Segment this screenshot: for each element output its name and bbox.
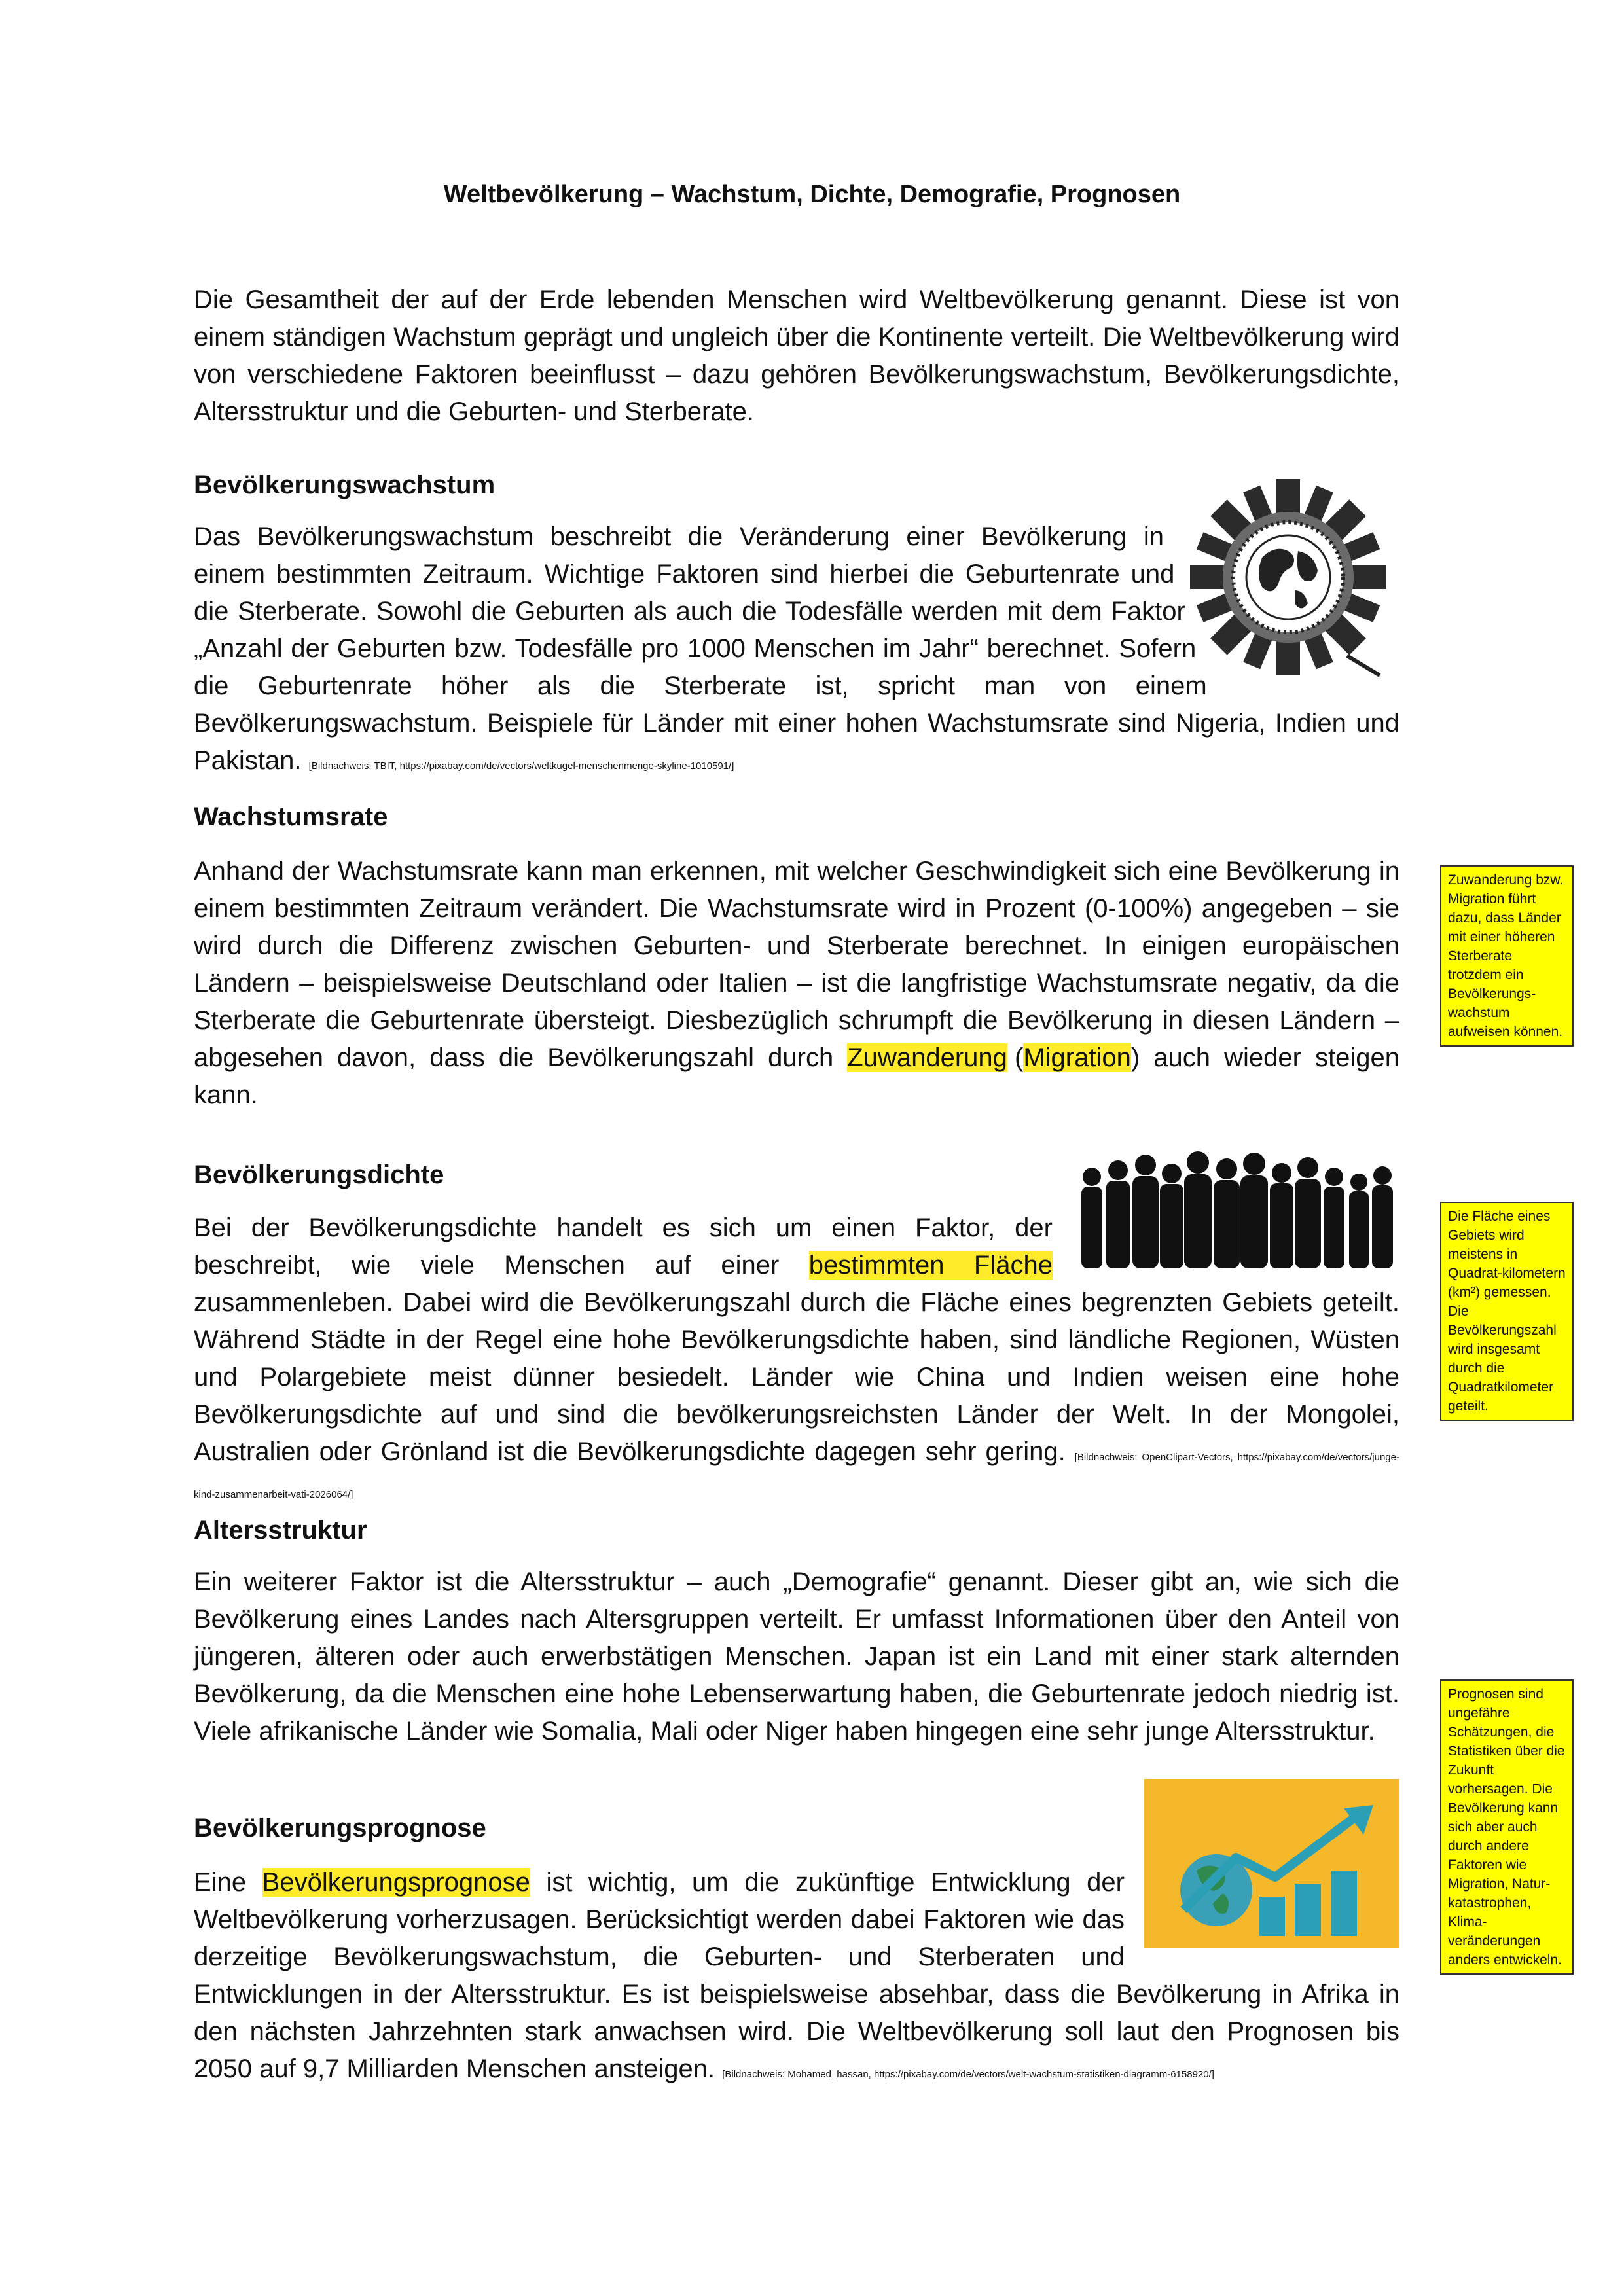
note-flaeche: Die Fläche eines Gebiets wird meistens in Quadrat-kilometern (km²) gemessen. Die Bevölkerungszahl wird insgesamt durch die Quadratkilometer geteilt. [1440, 1202, 1574, 1421]
heading-prognose: Bevölkerungsprognose [194, 1814, 486, 1842]
text-rate-paren: ( [1000, 1043, 1024, 1072]
heading-wachstum: Bevölkerungswachstum [194, 471, 496, 499]
heading-rate: Wachstumsrate [194, 802, 388, 831]
text-dichte-1: Bei der Bevölkerungsdichte handelt es sich um einen Faktor, der beschreibt, wie viele Menschen auf einer [194, 1213, 1053, 1280]
text-prognose-1: Eine [194, 1868, 247, 1897]
caption-dichte: [Bildnachweis: OpenClipart-Vectors, https://pixabay.com/de/vectors/junge-kind-zusammenarbeit-vati-2026064/] [194, 1452, 1399, 1500]
intro-section [194, 281, 1399, 431]
note-prognose: Prognosen sind ungefähre Schätzungen, die Statistiken über die Zukunft vorhersagen. Die Bevölkerung kann sich aber auch durch andere Faktoren wie Migration, Natur-katastrophen, Klima-veränderungen anders entwickeln. [1440, 1679, 1574, 1975]
text-prognose-2: ist wichtig, um die zukünftige Entwicklung der Weltbevölkerung vorherzusagen. Berücksichtigt werden dabei Faktoren wie das derzeitige Bevölkerungswachstum, die Geburten- und Sterberaten und Entwicklungen in der Altersstruktur. Es ist beispielsweise absehbar, dass die Bevölkerung in Afrika in den nächsten Jahrzehnten stark anwachsen wird. Die Weltbevölkerung soll laut den Prognosen bis 2050 auf 9,7 Milliarden Menschen ansteigen. [194, 1868, 1399, 2083]
highlight-flaeche: bestimmten Fläche [808, 1251, 1053, 1280]
growth-chart-figure [1144, 1779, 1399, 1948]
crowd-silhouette-icon [1072, 1151, 1399, 1268]
globe-crowd-figure [1183, 479, 1399, 682]
heading-alter: Altersstruktur [194, 1516, 367, 1545]
section-wachstum [194, 469, 1399, 780]
highlight-zuwanderung: Zuwanderung [847, 1043, 1007, 1072]
page-title: Weltbevölkerung – Wachstum, Dichte, Demografie, Prognosen [443, 181, 1181, 208]
text-dichte-2: zusammenleben. Dabei wird die Bevölkerungszahl durch die Fläche eines begrenzten Gebiets geteilt. Während Städte in der Regel eine hohe Bevölkerungsdichte haben, sind ländliche Regionen, Wüsten und Polargebiete meist dünner besiedelt. Länder wie China und Indien weisen eine hohe Bevölkerungsdichte auf und sind die bevölkerungsreichsten Länder der Welt. In der Mongolei, Australien oder Grönland ist die Bevölkerungsdichte dagegen sehr gering. [194, 1288, 1399, 1466]
section-rate [194, 800, 1399, 1114]
caption-wachstum: [Bildnachweis: TBIT, https://pixabay.com/de/vectors/weltkugel-menschenmenge-skyline-1010591/] [308, 761, 734, 772]
text-rate-2: ) auch wieder steigen kann. [194, 1043, 1399, 1109]
paragraph-alter: Ein weiterer Faktor ist die Altersstruktur – auch „Demografie“ genannt. Dieser gibt an, wie sich die Bevölkerung eines Landes nach Altersgruppen verteilt. Er umfasst Informationen über den Anteil von jüngeren, älteren oder auch erwerbstätigen Menschen. Japan ist ein Land mit einer stark alternden Bevölkerung, da die Menschen eine hohe Lebenserwartung haben, die Geburtenrate jedoch niedrig ist. Viele afrikanische Länder wie Somalia, Mali oder Niger haben hingegen eine sehr junge Altersstruktur. [194, 1568, 1399, 1746]
crowd-silhouette-figure [1072, 1151, 1399, 1268]
highlight-migration: Migration [1023, 1043, 1131, 1072]
section-alter [194, 1514, 1399, 1750]
paragraph-rate [194, 853, 1399, 1114]
globe-crowd-icon [1183, 479, 1399, 682]
text-wachstum: Das Bevölkerungswachstum beschreibt die Veränderung einer Bevölkerung in einem bestimmten Zeitraum. Wichtige Faktoren sind hierbei die Geburtenrate und die Sterberate. Sowohl die Geburten als auch die Todesfälle werden mit dem Faktor „Anzahl der Geburten bzw. Todesfälle pro 1000 Menschen im Jahr“ berechnet. Sofern die Geburtenrate höher als die Sterberate ist, spricht man von einem Bevölkerungswachstum. Beispiele für Länder mit einer hohen Wachstumsrate sind Nigeria, Indien und Pakistan. [194, 522, 1399, 775]
growth-chart-icon [1144, 1779, 1399, 1948]
text-rate-1: Anhand der Wachstumsrate kann man erkennen, mit welcher Geschwindigkeit sich eine Bevölkerung in einem bestimmten Zeitraum verändert. Die Wachstumsrate wird in Prozent (0-100%) angegeben – sie wird durch die Differenz zwischen Geburten- und Sterberate berechnet. In einigen europäischen Ländern – beispielsweise Deutschland oder Italien – ist die langfristige Wachstumsrate negativ, da die Sterberate die Geburtenrate übersteigt. Diesbezüglich schrumpft die Bevölkerung in diesen Ländern – abgesehen davon, dass die Bevölkerungszahl durch [194, 857, 1399, 1072]
heading-dichte: Bevölkerungsdichte [194, 1160, 444, 1189]
highlight-prognose: Bevölkerungsprognose [262, 1868, 530, 1897]
caption-prognose: [Bildnachweis: Mohamed_hassan, https://pixabay.com/de/vectors/welt-wachstum-statistiken-diagramm-6158920/] [722, 2069, 1214, 2080]
section-prognose [194, 1812, 1399, 2088]
note-migration: Zuwanderung bzw. Migration führt dazu, dass Länder mit einer höheren Sterberate trotzdem ein Bevölkerungs-wachstum aufweisen können. [1440, 865, 1574, 1047]
section-dichte [194, 1158, 1399, 1508]
intro-paragraph: Die Gesamtheit der auf der Erde lebenden Menschen wird Weltbevölkerung genannt. Diese ist von einem ständigen Wachstum geprägt und ungleich über die Kontinente verteilt. Die Weltbevölkerung wird von verschiedene Faktoren beeinflusst – dazu gehören Bevölkerungswachstum, Bevölkerungsdichte, Altersstruktur und die Geburten- und Sterberate. [194, 285, 1399, 426]
